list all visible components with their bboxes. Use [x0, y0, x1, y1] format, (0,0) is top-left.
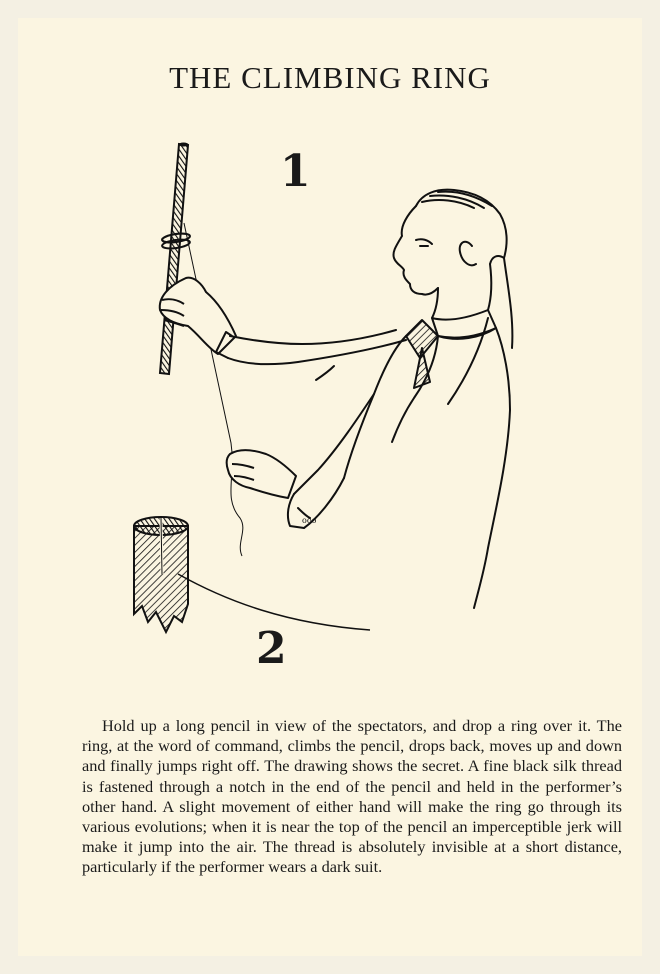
performer — [216, 190, 512, 608]
figure-2-label: 2 — [256, 623, 287, 674]
pencil — [160, 143, 189, 375]
thread-curve — [178, 574, 370, 630]
page-title: THE CLIMBING RING — [169, 60, 491, 95]
body-paragraph: Hold up a long pencil in view of the spectators, and drop a ring over it. The ring, at the word of command, climbs the pencil, drops back, moves up and down and finally jumps right off. The drawing shows the secret. A fine black silk thread is fastened through a notch in the end of the pencil and held in the performer’s other hand. A slight movement of either hand will make the ring go through its various evolutions; when it is near the top of the pencil an imperceptible jerk will make it jump into the air. The thread is absolutely invisible at a short distance, particularly if the performer wears a dark suit. — [82, 716, 622, 877]
magician-illustration — [18, 18, 642, 718]
lower-hand — [227, 450, 296, 498]
illustration — [18, 18, 642, 718]
page — [18, 18, 642, 956]
svg-text:ooo: ooo — [302, 516, 317, 525]
figure-1-label: 1 — [280, 146, 311, 197]
silk-thread — [184, 223, 243, 556]
